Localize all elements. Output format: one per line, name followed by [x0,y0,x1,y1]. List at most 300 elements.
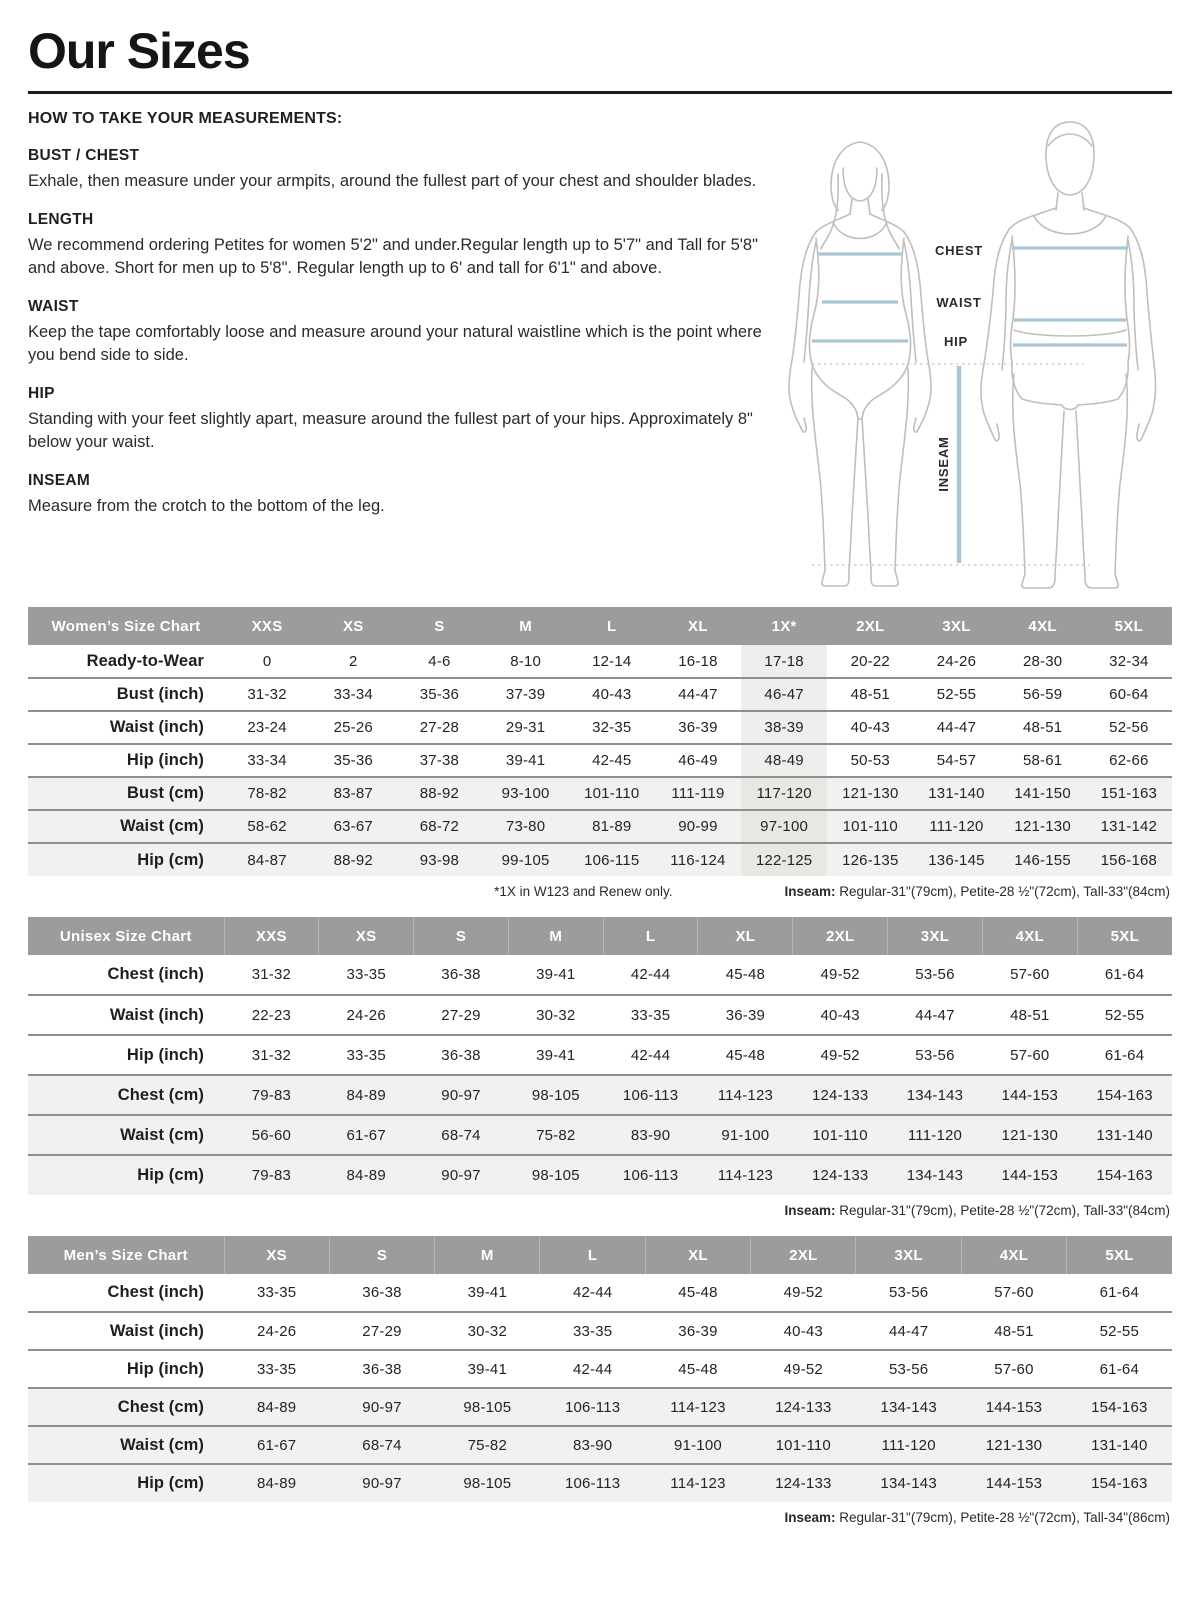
section-body: Measure from the crotch to the bottom of the leg. [28,497,385,516]
mens-size-chart [28,1236,1172,1502]
size-cell: 122-125 [741,843,827,876]
body-measurement-diagram [776,112,1162,598]
size-cell: 48-51 [850,686,890,703]
size-cell: 83-90 [540,1426,645,1464]
size-cell: 98-105 [508,1155,603,1195]
size-column-header: S [396,607,482,645]
inseam-footnote-label: Inseam: [784,1510,836,1526]
size-cell: 81-89 [569,810,655,843]
table-row [28,777,1172,810]
size-cell: 36-39 [725,1006,766,1024]
size-cell: 57-60 [1010,1046,1050,1064]
table-row [28,1155,1172,1195]
size-cell: 98-105 [435,1464,540,1502]
footnote-inseam [784,1203,1170,1219]
size-column-header: 5XL [1067,1236,1172,1274]
size-cell: 121-130 [982,1115,1077,1155]
size-cell: 33-35 [630,1006,671,1024]
unisex-size-chart [28,917,1172,1195]
instruction-section [28,298,766,366]
size-cell: 46-47 [741,678,827,711]
size-cell: 49-52 [783,1284,823,1302]
size-column-header: 3XL [913,607,999,645]
title-divider [28,91,1172,94]
size-cell: 131-142 [1086,810,1172,843]
size-cell: 38-39 [741,711,827,744]
chart-title: Unisex Size Chart [28,917,224,955]
size-cell: 106-113 [540,1464,645,1502]
row-label: Hip (cm) [28,843,224,876]
size-cell: 36-38 [362,1360,402,1378]
size-cell: 36-39 [678,719,718,736]
size-cell: 33-35 [346,966,386,984]
size-cell: 84-87 [224,843,310,876]
row-label: Chest (cm) [28,1075,224,1115]
size-cell: 75-82 [435,1426,540,1464]
inseam-label: INSEAM [936,436,951,492]
size-column-header: S [329,1236,434,1274]
size-cell: 116-124 [655,843,741,876]
size-cell: 40-43 [783,1322,823,1340]
size-cell: 60-64 [1109,686,1149,703]
table-row [28,995,1172,1035]
size-column-header: L [569,607,655,645]
size-cell: 106-115 [569,843,655,876]
row-label: Bust (inch) [116,685,204,703]
size-cell: 29-31 [505,719,546,736]
table-row [28,1035,1172,1075]
size-cell: 98-105 [508,1075,603,1115]
size-cell: 39-41 [536,1046,576,1064]
size-cell: 45-48 [725,1046,766,1064]
size-column-header: XXS [224,607,310,645]
measurement-instructions-row [28,110,1172,607]
size-cell: 57-60 [994,1360,1034,1378]
size-cell: 36-38 [362,1284,402,1302]
womens-size-chart-block [28,607,1172,900]
size-cell: 12-14 [592,652,632,670]
size-cell: 117-120 [741,777,827,810]
table-row [28,711,1172,744]
section-heading: HIP [28,385,55,403]
instruction-section [28,211,766,279]
header-row [28,917,1172,955]
size-cell: 111-120 [913,810,999,843]
size-cell: 42-45 [592,752,632,769]
size-cell: 50-53 [850,752,890,769]
inseam-footnote-text: Regular-31"(79cm), Petite-28 ½"(72cm), Tall-34"(86cm) [835,1510,1170,1526]
table-row [28,1388,1172,1426]
size-cell: 106-113 [540,1388,645,1426]
row-label: Waist (cm) [28,1115,224,1155]
size-cell: 91-100 [645,1426,750,1464]
size-cell: 33-34 [333,686,373,703]
size-cell: 61-67 [319,1115,414,1155]
row-label: Waist (inch) [109,718,204,736]
size-cell: 27-29 [362,1322,402,1340]
size-cell: 75-82 [508,1115,603,1155]
size-cell: 54-57 [936,752,977,769]
unisex-chart-footnote [28,1195,1172,1219]
size-cell: 4-6 [428,652,451,670]
size-cell: 37-38 [419,752,460,769]
size-cell: 98-105 [435,1388,540,1426]
size-cell: 39-41 [467,1360,507,1378]
size-cell: 111-120 [888,1115,983,1155]
table-row [28,843,1172,876]
size-cell: 17-18 [741,645,827,678]
size-cell: 36-38 [441,966,481,984]
size-cell: 44-47 [888,1322,929,1340]
size-cell: 124-133 [751,1464,856,1502]
size-cell: 156-168 [1086,843,1172,876]
size-cell: 48-51 [1010,1006,1050,1024]
size-cell: 56-60 [224,1115,319,1155]
size-cell: 8-10 [510,652,542,670]
size-cell: 35-36 [333,752,373,769]
measurement-instructions [28,110,776,607]
size-cell: 37-39 [505,686,546,703]
size-cell: 73-80 [483,810,569,843]
size-cell: 52-56 [1109,719,1149,736]
table-row [28,678,1172,711]
size-cell: 27-29 [441,1006,481,1024]
size-cell: 40-43 [850,719,890,736]
size-cell: 90-97 [329,1464,434,1502]
size-cell: 84-89 [224,1388,329,1426]
size-cell: 134-143 [888,1075,983,1115]
how-to-heading: HOW TO TAKE YOUR MEASUREMENTS: [28,110,343,127]
table-row [28,1350,1172,1388]
size-cell: 58-62 [224,810,310,843]
section-body: We recommend ordering Petites for women 5'2" and under.Regular length up to 5'7" and Tall for 5'8" and above. Short for men up to 5'8". Regular length up to 6' and tall for 6'1" and above. [28,236,758,277]
size-cell: 141-150 [1000,777,1086,810]
size-cell: 146-155 [1000,843,1086,876]
size-cell: 33-35 [346,1046,386,1064]
header-row [28,607,1172,645]
size-cell: 56-59 [1022,686,1063,703]
womens-chart-footnote [28,876,1172,900]
instruction-sections [28,147,766,518]
size-cell: 31-32 [251,1046,292,1064]
size-cell: 53-56 [915,966,955,984]
size-cell: 154-163 [1067,1388,1172,1426]
womens-size-chart [28,607,1172,876]
size-column-header: 4XL [1000,607,1086,645]
size-cell: 48-49 [741,744,827,777]
size-cell: 144-153 [961,1388,1066,1426]
table-row [28,1274,1172,1312]
size-cell: 97-100 [741,810,827,843]
section-body: Standing with your feet slightly apart, measure around the fullest part of your hips. Approximately 8" below your waist. [28,410,753,451]
table-row [28,1426,1172,1464]
row-label: Ready-to-Wear [86,651,204,670]
size-cell: 49-52 [820,966,860,984]
size-cell: 2 [348,652,358,670]
size-cell: 40-43 [820,1006,860,1024]
size-cell: 53-56 [888,1284,929,1302]
row-label: Chest (inch) [107,965,204,984]
size-cell: 30-32 [467,1322,507,1340]
mens-size-chart-block [28,1236,1172,1526]
size-cell: 124-133 [793,1075,888,1115]
table-row [28,955,1172,995]
size-cell: 106-113 [603,1155,698,1195]
hip-label: HIP [943,334,969,349]
row-label: Bust (cm) [28,777,224,810]
size-column-header: XXS [224,917,319,955]
footnote-inseam [784,1510,1170,1526]
size-cell: 154-163 [1077,1075,1172,1115]
size-column-header: M [483,607,569,645]
size-cell: 35-36 [419,686,460,703]
size-cell: 124-133 [751,1388,856,1426]
size-cell: 42-44 [630,1046,671,1064]
size-cell: 106-113 [603,1075,698,1115]
table-row [28,744,1172,777]
size-cell: 61-64 [1104,1046,1145,1064]
chart-title: Men’s Size Chart [28,1236,224,1274]
size-cell: 154-163 [1067,1464,1172,1502]
instruction-section [28,147,766,192]
size-cell: 30-32 [536,1006,576,1024]
size-cell: 90-97 [414,1075,509,1115]
size-cell: 144-153 [961,1464,1066,1502]
size-cell: 78-82 [224,777,310,810]
row-label: Waist (inch) [109,1005,204,1024]
size-cell: 52-55 [936,686,977,703]
size-cell: 48-51 [994,1322,1034,1340]
size-cell: 36-38 [441,1046,481,1064]
size-cell: 33-35 [256,1284,297,1302]
size-cell: 44-47 [915,1006,955,1024]
size-cell: 40-43 [592,686,632,703]
size-column-header: 1X* [741,607,827,645]
size-cell: 84-89 [319,1075,414,1115]
row-label: Hip (inch) [126,1045,204,1064]
size-cell: 44-47 [936,719,977,736]
size-column-header: L [540,1236,645,1274]
section-heading: BUST / CHEST [28,147,140,164]
size-column-header: 4XL [961,1236,1066,1274]
size-cell: 45-48 [678,1284,718,1302]
size-cell: 36-39 [678,1322,718,1340]
size-cell: 39-41 [505,752,546,769]
size-cell: 32-35 [592,719,632,736]
size-cell: 27-28 [419,719,460,736]
size-cell: 83-90 [603,1115,698,1155]
size-cell: 61-64 [1099,1284,1139,1302]
table-row [28,1115,1172,1155]
size-column-header: XL [645,1236,750,1274]
chest-label: CHEST [934,243,984,258]
size-cell: 57-60 [1010,966,1050,984]
size-cell: 91-100 [698,1115,793,1155]
size-cell: 39-41 [536,966,576,984]
row-label: Hip (inch) [126,1359,204,1378]
row-label: Hip (cm) [28,1464,224,1502]
inseam-footnote-text: Regular-31"(79cm), Petite-28 ½"(72cm), Tall-33"(84cm) [835,1203,1170,1219]
size-cell: 154-163 [1077,1155,1172,1195]
size-cell: 61-64 [1104,966,1145,984]
size-cell: 121-130 [1000,810,1086,843]
size-cell: 58-61 [1022,752,1063,769]
size-cell: 144-153 [982,1075,1077,1115]
measurement-figure [776,110,1162,607]
size-cell: 114-123 [698,1155,793,1195]
size-cell: 131-140 [1077,1115,1172,1155]
size-cell: 48-51 [1022,719,1063,736]
size-cell: 90-99 [655,810,741,843]
size-cell: 136-145 [913,843,999,876]
size-cell: 134-143 [856,1388,961,1426]
size-column-header: XS [310,607,396,645]
size-cell: 90-97 [414,1155,509,1195]
table-row [28,1312,1172,1350]
size-cell: 79-83 [224,1075,319,1115]
size-cell: 114-123 [645,1388,750,1426]
size-cell: 33-35 [256,1360,297,1378]
size-cell: 28-30 [1022,652,1063,670]
size-cell: 124-133 [793,1155,888,1195]
size-cell: 49-52 [820,1046,860,1064]
size-cell: 126-135 [827,843,913,876]
size-cell: 121-130 [961,1426,1066,1464]
row-label: Waist (cm) [28,1426,224,1464]
size-cell: 99-105 [483,843,569,876]
size-cell: 49-52 [783,1360,823,1378]
size-column-header: 2XL [751,1236,856,1274]
size-cell: 33-34 [247,752,287,769]
size-cell: 131-140 [913,777,999,810]
size-cell: 144-153 [982,1155,1077,1195]
size-cell: 52-55 [1099,1322,1139,1340]
size-cell: 42-44 [572,1284,613,1302]
size-cell: 90-97 [329,1388,434,1426]
size-cell: 101-110 [751,1426,856,1464]
size-column-header: XL [655,607,741,645]
size-cell: 134-143 [856,1464,961,1502]
size-cell: 31-32 [247,686,287,703]
row-label: Hip (inch) [126,751,204,769]
size-cell: 84-89 [224,1464,329,1502]
size-cell: 111-119 [655,777,741,810]
size-cell: 101-110 [827,810,913,843]
unisex-size-chart-block [28,917,1172,1219]
inseam-footnote-label: Inseam: [784,884,836,899]
table-row [28,1075,1172,1115]
size-cell: 61-67 [224,1426,329,1464]
size-cell: 68-74 [329,1426,434,1464]
table-row [28,1464,1172,1502]
size-column-header: S [414,917,509,955]
size-cell: 24-26 [936,652,977,670]
inseam-guides [812,364,1090,565]
size-cell: 83-87 [310,777,396,810]
size-cell: 53-56 [888,1360,929,1378]
size-column-header: L [603,917,698,955]
size-column-header: 3XL [888,917,983,955]
size-cell: 42-44 [572,1360,613,1378]
section-heading: LENGTH [28,211,94,229]
size-cell: 63-67 [310,810,396,843]
size-cell: 93-98 [396,843,482,876]
table-row [28,645,1172,678]
size-column-header: XL [698,917,793,955]
size-cell: 24-26 [346,1006,386,1024]
size-cell: 101-110 [793,1115,888,1155]
size-cell: 131-140 [1067,1426,1172,1464]
size-cell: 101-110 [569,777,655,810]
footnote-1x: *1X in W123 and Renew only. [494,884,673,899]
section-heading: WAIST [28,298,79,316]
size-cell: 20-22 [850,652,890,670]
size-cell: 31-32 [251,966,292,984]
size-column-header: 4XL [982,917,1077,955]
size-cell: 68-74 [414,1115,509,1155]
size-cell: 23-24 [247,719,287,736]
row-label: Hip (cm) [28,1155,224,1195]
size-cell: 45-48 [678,1360,718,1378]
size-column-header: XS [319,917,414,955]
row-label: Chest (inch) [107,1283,204,1302]
size-cell: 45-48 [725,966,766,984]
size-cell: 32-34 [1109,652,1149,670]
size-cell: 114-123 [698,1075,793,1115]
size-cell: 134-143 [888,1155,983,1195]
row-label: Waist (cm) [28,810,224,843]
size-cell: 33-35 [572,1322,613,1340]
size-cell: 111-120 [856,1426,961,1464]
size-cell: 44-47 [678,686,718,703]
size-cell: 52-55 [1104,1006,1145,1024]
size-cell: 121-130 [827,777,913,810]
size-cell: 88-92 [310,843,396,876]
man-silhouette [981,122,1156,588]
size-cell: 42-44 [630,966,671,984]
size-cell: 114-123 [645,1464,750,1502]
row-label: Waist (inch) [109,1321,204,1340]
size-column-header: 2XL [793,917,888,955]
size-cell: 39-41 [467,1284,507,1302]
size-column-header: 5XL [1077,917,1172,955]
size-cell: 68-72 [396,810,482,843]
chart-title: Women’s Size Chart [28,607,224,645]
page-title: Our Sizes [28,23,250,79]
header-row [28,1236,1172,1274]
size-cell: 46-49 [678,752,718,769]
mens-chart-footnote [28,1502,1172,1526]
size-cell: 25-26 [333,719,373,736]
instruction-section [28,385,766,453]
section-body: Keep the tape comfortably loose and measure around your natural waistline which is the point where you bend side to side. [28,323,762,364]
instruction-section [28,472,766,517]
size-cell: 79-83 [224,1155,319,1195]
size-column-header: 2XL [827,607,913,645]
size-cell: 84-89 [319,1155,414,1195]
size-cell: 61-64 [1099,1360,1139,1378]
waist-label: WAIST [936,295,982,310]
size-cell: 24-26 [256,1322,297,1340]
size-cell: 57-60 [994,1284,1034,1302]
size-cell: 93-100 [483,777,569,810]
row-label: Chest (cm) [28,1388,224,1426]
size-column-header: XS [224,1236,329,1274]
size-cell: 22-23 [251,1006,292,1024]
footnote-inseam [784,884,1170,900]
size-cell: 151-163 [1086,777,1172,810]
size-cell: 16-18 [678,652,718,670]
